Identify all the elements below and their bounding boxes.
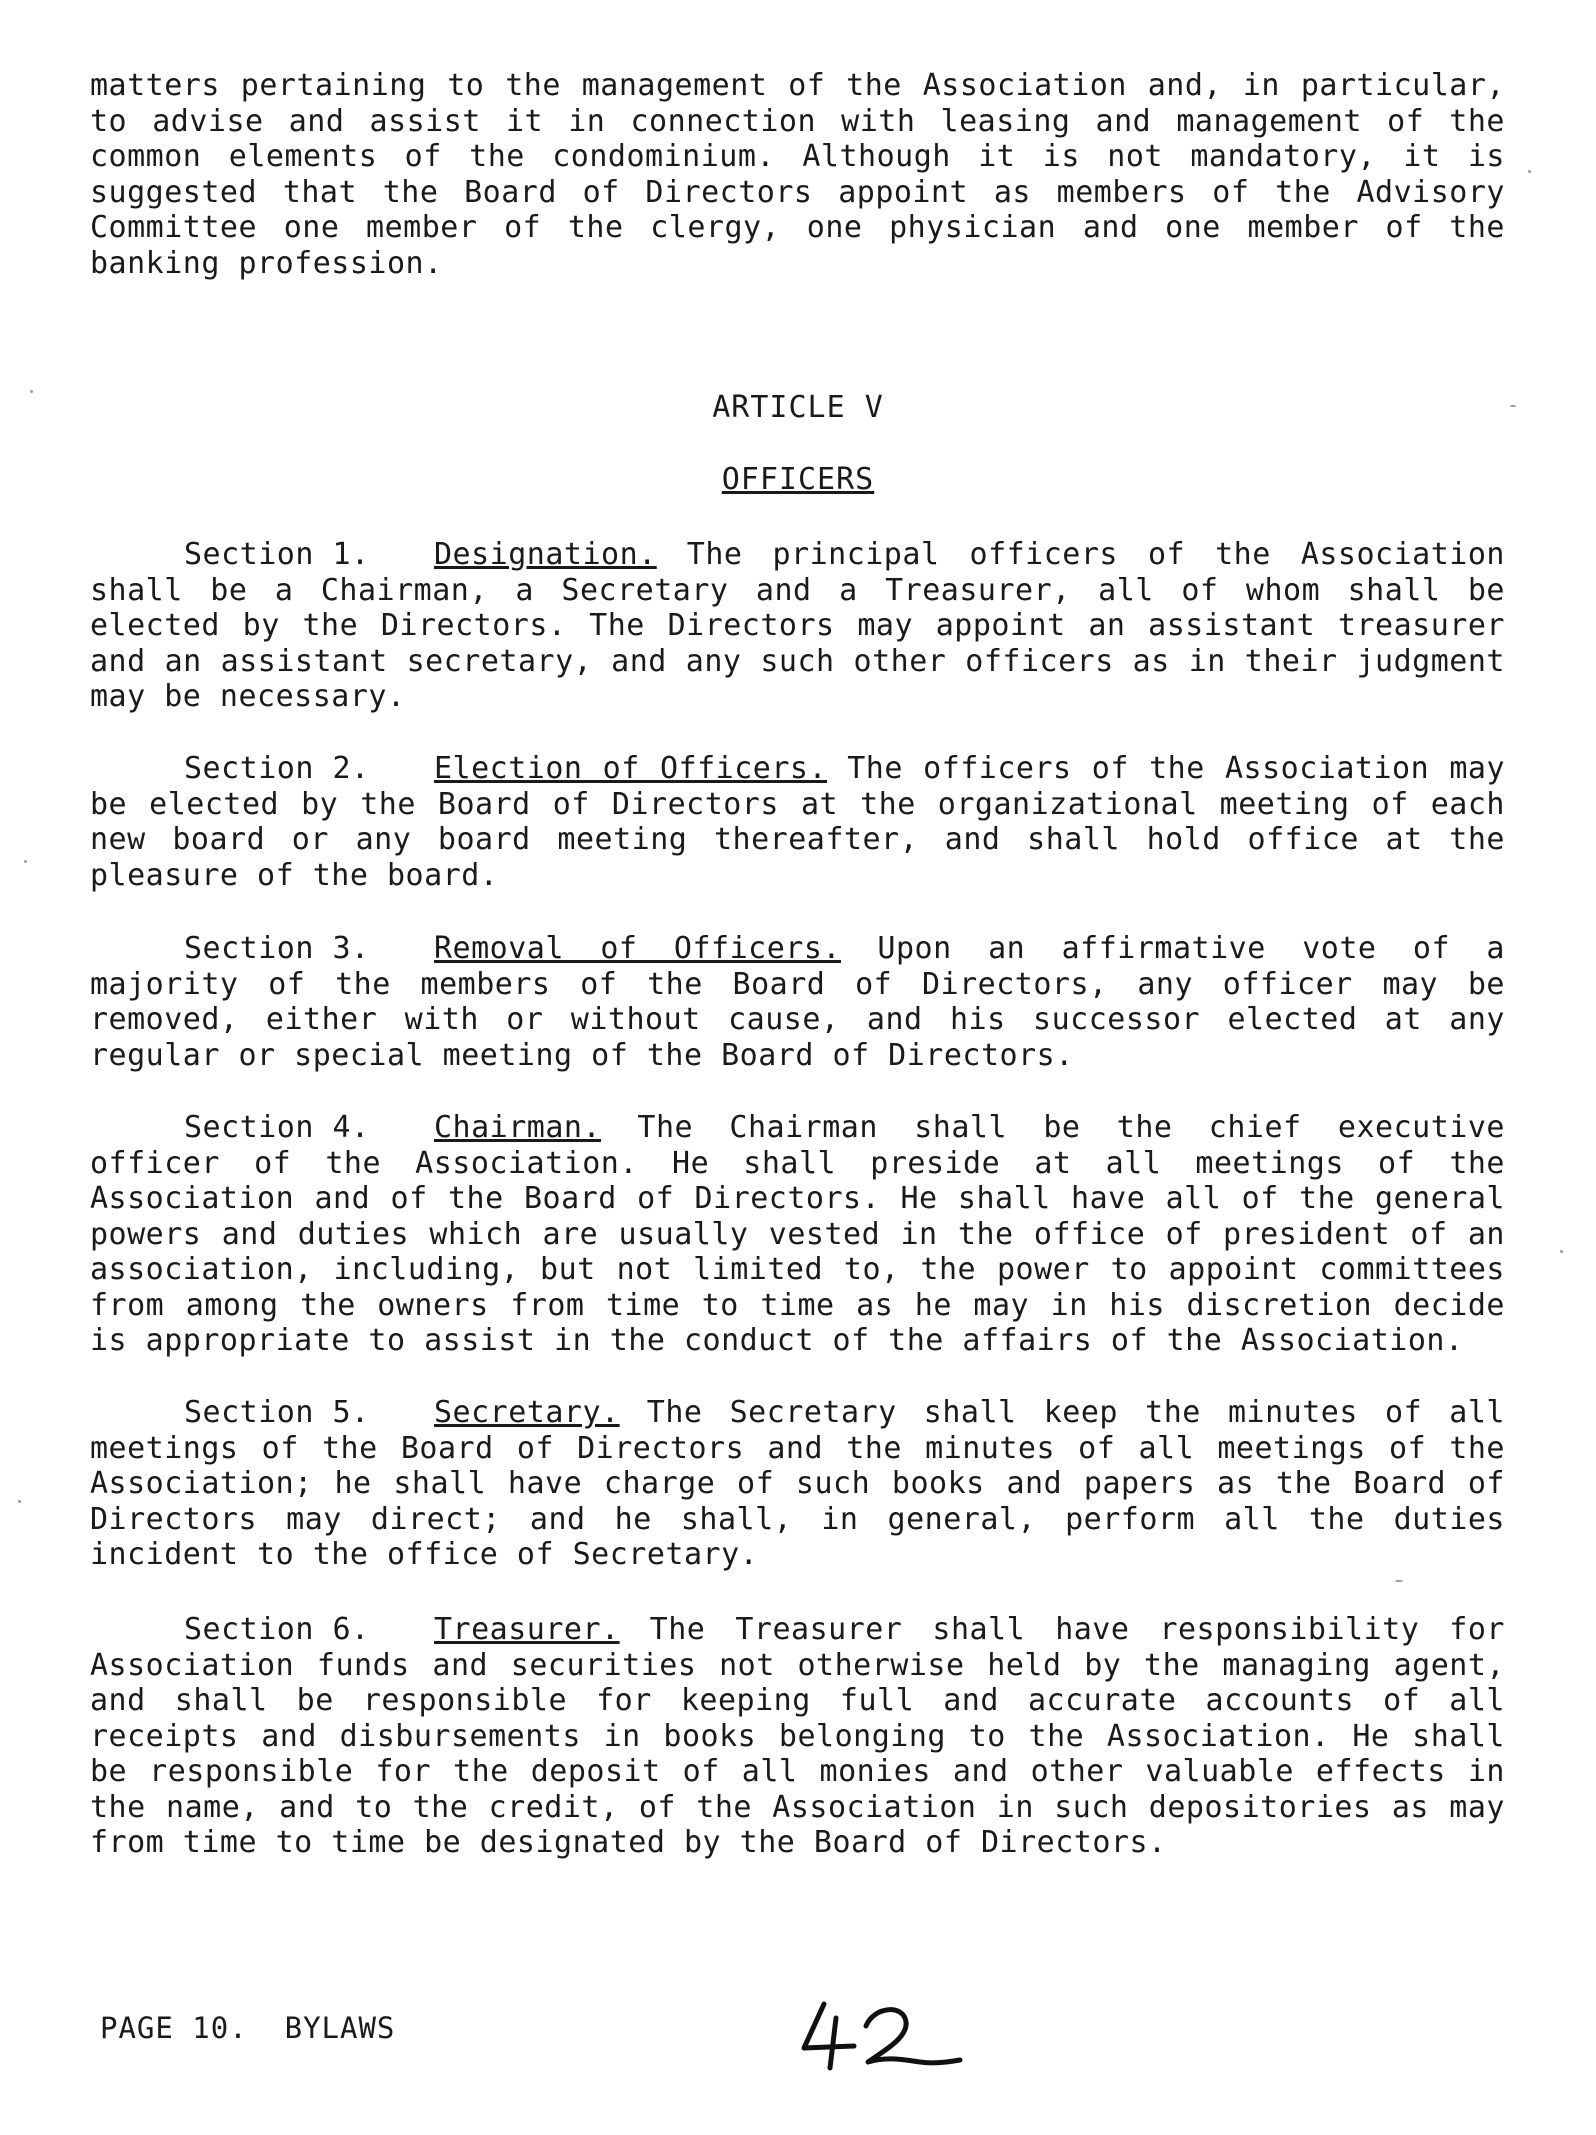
section-label: Section 5. bbox=[184, 1395, 370, 1430]
section-election-of-officers bbox=[90, 751, 1505, 893]
section-label: Section 2. bbox=[184, 751, 370, 786]
scan-speck bbox=[30, 390, 33, 393]
section-text: The Treasurer shall have responsibility for Association funds and securities not otherwise held by the managing agent, and shall be responsible for keeping full and accurate accounts of all receipts and disbursements in books belonging to the Association. He shall be responsible for the deposit of all monies and other valuable effects in the name, and to the credit, of the Association in such depositories as may from time to time be designated by the Board of Directors. bbox=[90, 1612, 1505, 1860]
section-text: The officers of the Association may be elected by the Board of Directors at the organizational meeting of each new board or any board meeting thereafter, and shall hold office at the pleasure of the board. bbox=[90, 751, 1505, 893]
section-text: The Secretary shall keep the minutes of all meetings of the Board of Directors and the minutes of all meetings of the Association; he shall have charge of such books and papers as the Board of Directors may direct; and he shall, in general, perform all the duties incident to the office of Secretary. bbox=[90, 1395, 1505, 1572]
section-label: Section 1. bbox=[184, 537, 370, 572]
intro-paragraph: matters pertaining to the management of the Association and, in particular, to advise and assist it in connection with leasing and management of the common elements of the condominium. Although it is not mandatory, it is suggested that the Board of Directors appoint as members of the Advisory Committee one member of the clergy, one physician and one member of the banking profession. bbox=[90, 68, 1505, 281]
footer-page-label: PAGE 10. bbox=[100, 2011, 248, 2045]
section-label: Section 6. bbox=[184, 1612, 370, 1647]
section-secretary bbox=[90, 1395, 1505, 1573]
section-text: The Chairman shall be the chief executive officer of the Association. He shall preside at all meetings of the Association and of the Board of Directors. He shall have all of the general powers and duties which are usually vested in the office of president of an association, including, but not limited to, the power to appoint committees from among the owners from time to time as he may in his discretion decide is appropriate to assist in the conduct of the affairs of the Association. bbox=[90, 1110, 1505, 1358]
section-heading: Removal of Officers. bbox=[434, 931, 841, 966]
section-text: Upon an affirmative vote of a majority of the members of the Board of Directors, any officer may be removed, either with or without cause, and his successor elected at any regular or special meeting of the Board of Directors. bbox=[90, 931, 1505, 1073]
scan-speck bbox=[1510, 405, 1516, 407]
section-heading: Designation. bbox=[434, 537, 657, 572]
handwritten-page-number bbox=[796, 1996, 966, 2076]
handwritten-digit-4 bbox=[804, 2004, 854, 2048]
section-chairman bbox=[90, 1110, 1505, 1359]
handwritten-digit-4-stem bbox=[830, 2018, 836, 2068]
section-treasurer bbox=[90, 1612, 1505, 1861]
section-heading: Treasurer. bbox=[434, 1612, 620, 1647]
section-heading: Secretary. bbox=[434, 1395, 620, 1430]
article-title bbox=[0, 462, 1596, 497]
section-label: Section 4. bbox=[184, 1110, 370, 1145]
article-title-text: OFFICERS bbox=[721, 462, 875, 497]
scan-speck bbox=[24, 860, 27, 863]
footer-document-label: BYLAWS bbox=[284, 2011, 396, 2045]
scan-speck bbox=[18, 1500, 21, 1503]
section-heading: Chairman. bbox=[434, 1110, 602, 1145]
page-footer bbox=[100, 2011, 395, 2045]
article-number: ARTICLE V bbox=[712, 390, 884, 425]
section-designation bbox=[90, 537, 1505, 715]
handwritten-digit-2 bbox=[866, 2010, 960, 2063]
section-removal-of-officers bbox=[90, 931, 1505, 1073]
section-label: Section 3. bbox=[184, 931, 370, 966]
section-text: The principal officers of the Association shall be a Chairman, a Secretary and a Treasurer, all of whom shall be elected by the Directors. The Directors may appoint an assistant treasurer and an assistant secretary, and any such other officers as in their judgment may be necessary. bbox=[90, 537, 1505, 714]
scan-speck bbox=[1395, 1580, 1403, 1582]
scan-speck bbox=[1528, 170, 1531, 173]
section-heading: Election of Officers. bbox=[434, 751, 828, 786]
scan-speck bbox=[1560, 1250, 1563, 1253]
